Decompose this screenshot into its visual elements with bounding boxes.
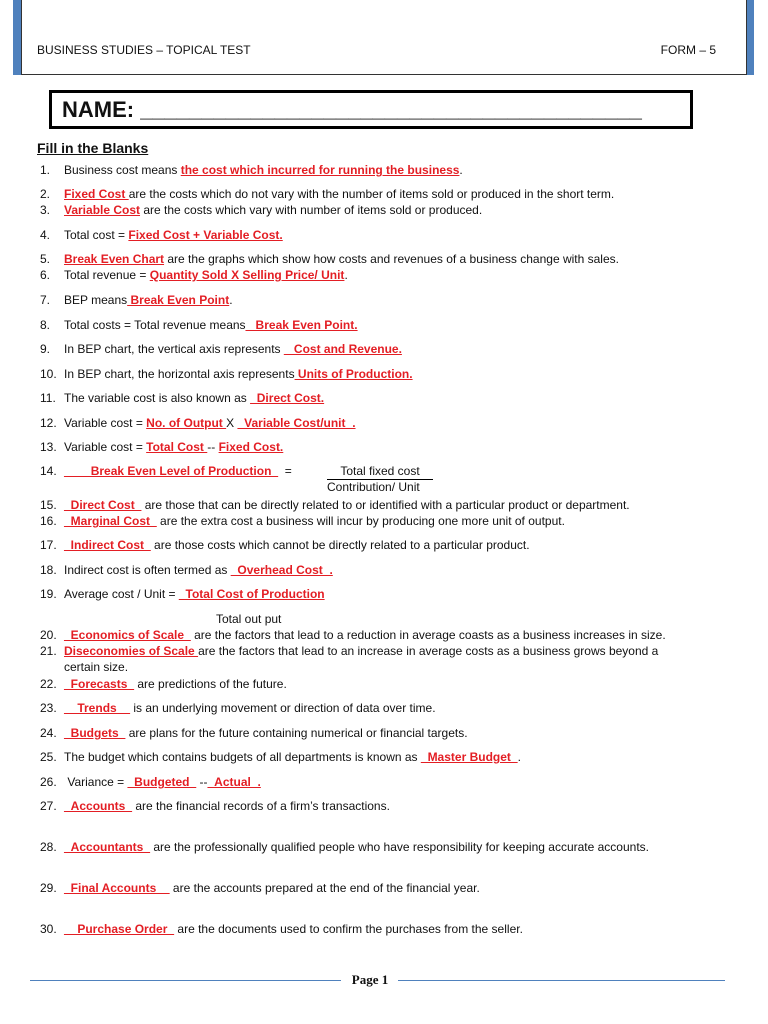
question-number: 2. [40,187,51,201]
question-number: 16. [40,514,57,528]
header-right-bar [746,0,754,75]
question-number: 26. [40,775,57,789]
question-body [64,749,521,765]
question-text: The budget which contains budgets of all departments is known as [64,750,421,764]
question-text: are the extra cost a business will incur by producing one more unit of output. [156,514,565,528]
answer-text: _ Break Even Point. [245,318,358,332]
question-text: Variable cost = [64,440,147,454]
footer-line-right [398,980,725,981]
question-body [64,292,233,308]
question-text: are the accounts prepared at the end of the financial year. [169,881,480,895]
question-text: Total revenue = [64,268,150,282]
question-continuation: certain size. [64,660,129,674]
question-number: 14. [40,464,57,478]
question-number: 11. [40,391,56,405]
question-body [64,513,565,529]
answer-text: _Direct Cost. [250,391,325,405]
question-text: Variable cost = [64,416,147,430]
question-body [64,774,261,790]
answer-text: _Master Budget_ [420,750,518,764]
question-body [64,921,523,937]
section-title: Fill in the Blanks [37,140,149,156]
answer-text: _Overhead Cost_. [230,563,333,577]
answer-text: _Total Cost of Production [178,587,325,601]
answer-text: _Forecasts_ [64,677,135,691]
question-number: 28. [40,840,57,854]
question-text: In BEP chart, the vertical axis represents [64,342,284,356]
question-text: . [517,750,521,764]
answer-text: No. of Output [146,416,227,430]
question-text: are the costs which do not vary with the number of items sold or produced in the short term. [128,187,615,201]
question-text: are the costs which vary with number of items sold or produced. [140,203,483,217]
answer-text: Units of Production. [294,367,413,381]
name-label: NAME: _________________________________________ [62,97,642,122]
question-number: 22. [40,677,57,691]
question-body [64,317,358,333]
name-box [49,90,693,129]
answer-text: Variable Cost [64,203,141,217]
question-number: 21. [40,644,57,658]
question-text: are those that can be directly related to or identified with a particular product or department. [141,498,630,512]
fraction-denominator: Total out put [216,612,282,626]
question-body [64,676,287,692]
question-number: 12. [40,416,57,430]
answer-text: Quantity Sold X Selling Price/ Unit [149,268,345,282]
question-number: 17. [40,538,57,552]
question-number: 29. [40,881,57,895]
question-number: 4. [40,228,51,242]
question-number: 7. [40,293,51,307]
answer-text: _Variable Cost/unit_. [237,416,356,430]
question-body [64,227,283,243]
question-body [64,700,436,716]
question-text: . [344,268,348,282]
question-number: 3. [40,203,51,217]
question-body [64,186,614,202]
answer-text: _Economics of Scale_ [64,628,191,642]
question-text: are those costs which cannot be directly related to a particular product. [150,538,530,552]
question-body [64,537,530,553]
question-number: 27. [40,799,57,813]
question-body [64,390,324,406]
header-left-bar [13,0,21,75]
question-text: Indirect cost is often termed as [64,563,231,577]
question-text: -- [207,440,219,454]
answer-text: _ Cost and Revenue. [283,342,402,356]
answer-text: Break Even Point [127,293,230,307]
question-number: 10. [40,367,57,381]
question-body [64,251,619,267]
question-number: 20. [40,628,57,642]
question-number: 19. [40,587,57,601]
question-text: = [278,464,292,478]
answer-text: Break Even Chart [64,252,165,266]
answer-text: _Indirect Cost_ [64,538,151,552]
question-body [64,562,333,578]
answer-text: _Budgets_ [64,726,126,740]
question-number: 15. [40,498,57,512]
question-body [64,162,463,178]
question-text: In BEP chart, the horizontal axis represents [64,367,295,381]
answer-text: _Actual_. [207,775,261,789]
question-number: 13. [40,440,57,454]
answer-text: ____Break Even Level of Production_ [64,464,279,478]
question-body [64,497,630,513]
question-text: are plans for the future containing numerical or financial targets. [125,726,468,740]
answer-text: __Trends__ [64,701,131,715]
question-text: Total costs = Total revenue means [64,318,246,332]
question-body [64,202,482,218]
header-form: FORM – 5 [660,43,716,57]
header-subject: BUSINESS STUDIES – TOPICAL TEST [37,43,251,57]
question-body [64,341,402,357]
question-number: 5. [40,252,51,266]
answer-text: Total Cost [146,440,208,454]
question-number: 25. [40,750,57,764]
answer-text: _Direct Cost_ [64,498,142,512]
answer-text: _Accounts_ [64,799,133,813]
answer-text: Fixed Cost. [218,440,284,454]
question-text: -- [196,775,208,789]
question-text: X [226,416,238,430]
question-text: is an underlying movement or direction of data over time. [130,701,436,715]
question-body [64,725,468,741]
question-text: Total cost = [64,228,129,242]
question-body [64,415,356,431]
question-number: 8. [40,318,51,332]
question-text: are the financial records of a firm’s transactions. [132,799,390,813]
question-text: are the documents used to confirm the purchases from the seller. [174,922,523,936]
fraction-denominator: Contribution/ Unit [327,480,420,494]
question-body [64,439,283,455]
question-text: Average cost / Unit = [64,587,179,601]
question-text: are the graphs which show how costs and revenues of a business change with sales. [164,252,619,266]
question-body [64,798,390,814]
question-body [64,880,480,896]
question-text: are the factors that lead to an increase in average costs as a business grows beyond a [198,644,659,658]
question-text: Variance = [64,775,128,789]
fraction-numerator: Total fixed cost [327,464,433,480]
question-number: 9. [40,342,51,356]
question-body [64,627,666,643]
answer-text: _Final Accounts__ [64,881,170,895]
question-text: Business cost means [64,163,181,177]
question-number: 23. [40,701,57,715]
footer-line-left [30,980,341,981]
question-body [64,267,348,283]
answer-text: _Accountants_ [64,840,151,854]
question-body [64,839,649,855]
question-text: . [229,293,233,307]
page-number: Page 1 [351,972,389,987]
question-number: 1. [40,163,51,177]
answer-text: Fixed Cost [64,187,129,201]
question-text: . [459,163,463,177]
question-body [64,643,658,659]
answer-text: Diseconomies of Scale [64,644,199,658]
question-number: 6. [40,268,51,282]
question-number: 18. [40,563,57,577]
answer-text: __Purchase Order_ [64,922,175,936]
header-frame [21,0,747,75]
question-text: are the factors that lead to a reduction in average coasts as a business increases in size. [190,628,666,642]
question-text: The variable cost is also known as [64,391,251,405]
answer-text: the cost which incurred for running the business [180,163,460,177]
question-text: are predictions of the future. [134,677,287,691]
question-text: BEP means [64,293,128,307]
answer-text: Fixed Cost + Variable Cost. [128,228,283,242]
question-body [64,366,413,382]
answer-text: _Budgeted_ [127,775,197,789]
question-number: 24. [40,726,57,740]
question-body [64,463,292,479]
question-body [64,586,325,602]
question-text: are the professionally qualified people who have responsibility for keeping accurate accounts. [150,840,649,854]
question-number: 30. [40,922,57,936]
answer-text: _Marginal Cost_ [64,514,157,528]
